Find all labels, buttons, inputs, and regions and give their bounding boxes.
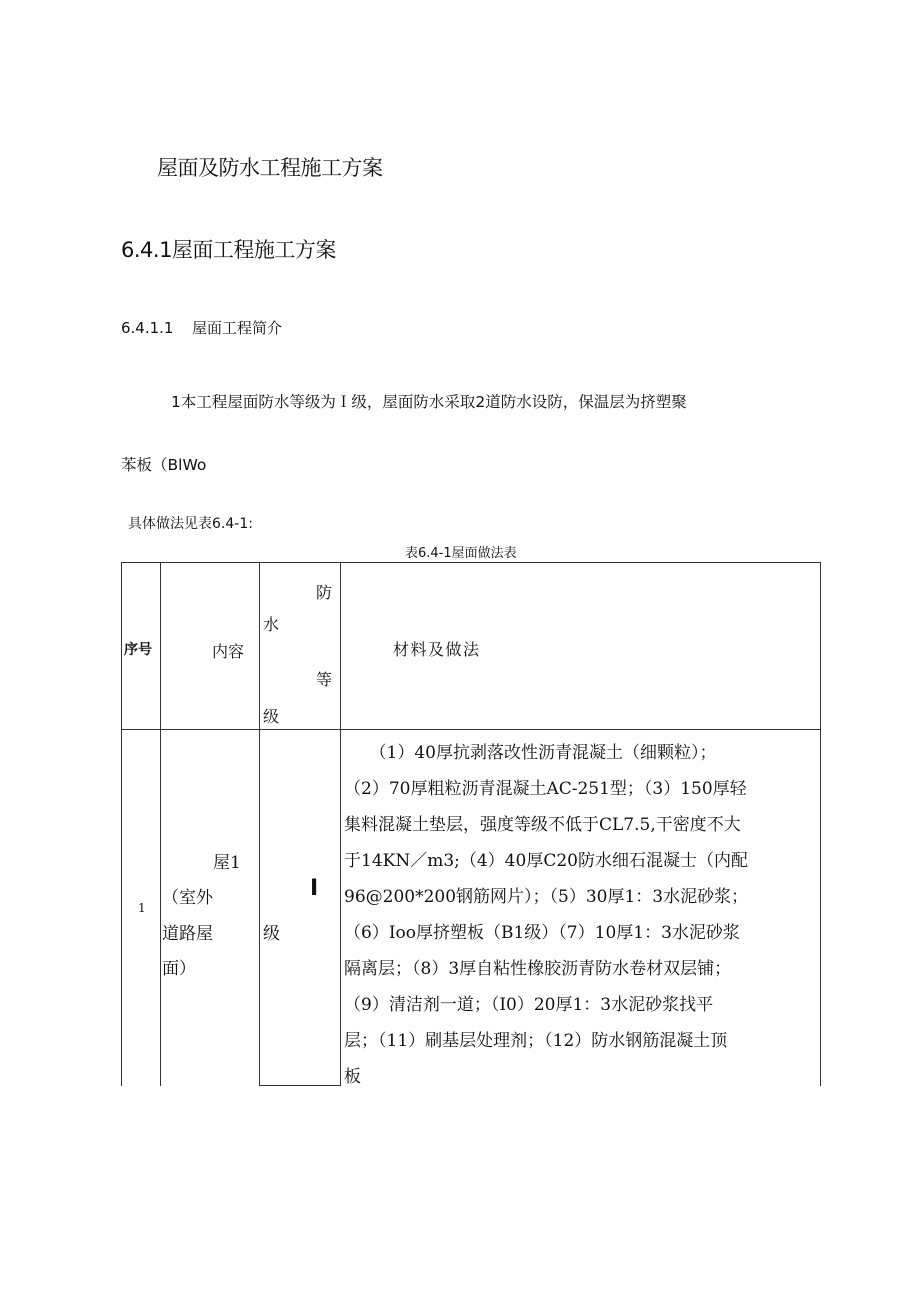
row-material-line-4: 于14KN／m3;（4）40厚C20防水细石混凝士（内配 (344, 851, 748, 871)
row-content-line-2: （室外 (162, 888, 213, 908)
table-border-top (121, 562, 821, 563)
row-material-line-1: （1）40厚抗剥落改性沥青混凝土（细颗粒）； (344, 743, 717, 763)
header-material: 材料及做法 (393, 640, 481, 659)
row-level-line-2: 级 (263, 924, 280, 944)
table-level-cell-bottom (259, 1085, 341, 1086)
subsection-heading (121, 317, 282, 338)
table-border-right (820, 562, 821, 1086)
row-material-line-9: 层；（11）刷基层处理剂；（12）防水钢筋混凝土顶 (344, 1031, 728, 1051)
header-seq: 序号 (124, 642, 152, 658)
subsection-number: 6.4.1.1 (121, 319, 174, 337)
table-column-divider-1 (160, 562, 161, 1086)
row-material-line-7: 隔离层；（8）3厚自粘性橡胶沥青防水卷材双层铺； (344, 959, 732, 979)
row-material-line-8: （9）清洁剂一道；（I0）20厚1：3水泥砂浆找平 (344, 995, 714, 1015)
row-content-line-3: 道路屋 (162, 924, 213, 944)
header-level-char-4: 级 (263, 707, 280, 726)
row-level-line-1: I (310, 876, 319, 901)
header-level-char-3: 等 (316, 670, 333, 689)
paragraph-line-3: 具体做法见表6.4-1: (128, 516, 253, 532)
paragraph-line-2: 苯板（BlWo (121, 456, 207, 474)
row-material-line-3: 集料混凝土垫层，强度等级不低于CL7.5,干密度不大 (344, 815, 741, 835)
table-header-divider (121, 729, 821, 730)
row-material-line-5: 96@200*200钢筋网片）；（5）30厚1：3水泥砂浆； (344, 887, 749, 907)
table-caption: 表6.4-1屋面做法表 (405, 546, 517, 561)
row-content-line-1: 屋1 (213, 853, 241, 873)
row-material-line-6: （6）Ioo厚挤塑板（B1级）（7）10厚1：3水泥砂浆 (344, 923, 740, 943)
row-content-line-4: 面） (162, 959, 196, 979)
section-heading: 6.4.1屋面工程施工方案 (121, 238, 336, 262)
header-level-char-2: 水 (263, 615, 280, 634)
table-column-divider-2 (259, 562, 260, 1086)
row-seq: 1 (138, 901, 146, 915)
subsection-title: 屋面工程简介 (192, 319, 283, 337)
document-title: 屋面及防水工程施工方案 (157, 156, 383, 180)
row-material-line-10: 板 (344, 1067, 361, 1087)
row-material-line-2: （2）70厚粗粒沥青混凝土AC-251型；（3）150厚轻 (344, 779, 747, 799)
table-column-divider-3 (340, 562, 341, 1086)
header-content: 内容 (212, 642, 245, 661)
paragraph-line-1: 1本工程屋面防水等级为Ｉ级，屋面防水采取2道防水设防，保温层为挤塑聚 (171, 393, 687, 411)
header-level-char-1: 防 (316, 583, 333, 602)
table-border-left (121, 562, 122, 1086)
